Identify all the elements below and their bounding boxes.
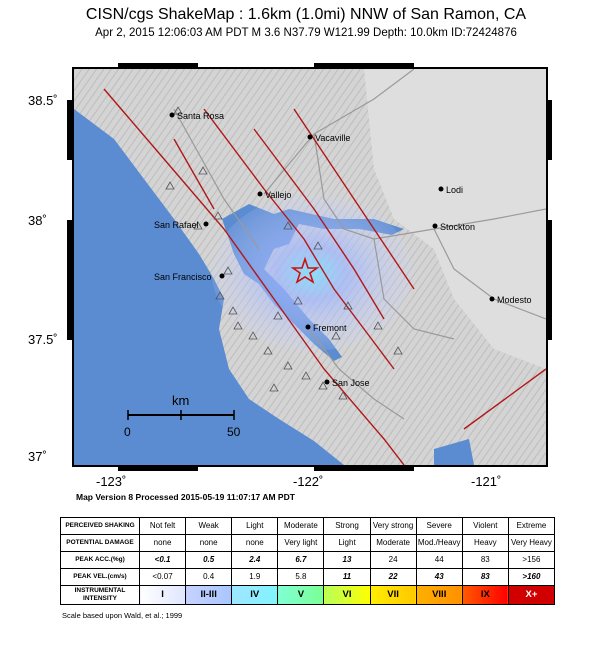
city-dot xyxy=(220,274,225,279)
legend-cell: 44 xyxy=(416,552,462,569)
lon-label-123: -123˚ xyxy=(96,474,127,489)
city-san-rafael: San Rafael xyxy=(154,220,199,230)
city-san-francisco: San Francisco xyxy=(154,272,212,282)
city-dot xyxy=(308,135,313,140)
intensity-cell: IV xyxy=(232,586,278,605)
city-fremont: Fremont xyxy=(313,323,347,333)
legend-row-damage xyxy=(61,535,555,552)
legend-cell: Strong xyxy=(324,518,370,535)
event-details: Apr 2, 2015 12:06:03 AM PDT M 3.6 N37.79 W121.99 Depth: 10.0km ID:72424876 xyxy=(95,27,517,39)
intensity-cell: X+ xyxy=(508,586,554,605)
legend-cell: Moderate xyxy=(278,518,324,535)
legend-cell: 83 xyxy=(462,552,508,569)
map-canvas xyxy=(74,69,546,465)
legend-cell: none xyxy=(232,535,278,552)
legend-cell: Very Heavy xyxy=(508,535,554,552)
city-santa-rosa: Santa Rosa xyxy=(177,111,225,121)
legend-cell: 43 xyxy=(416,569,462,586)
legend-cell: none xyxy=(186,535,232,552)
legend-row-header: INSTRUMENTAL INTENSITY xyxy=(61,586,140,605)
legend-cell: Very strong xyxy=(370,518,416,535)
legend-cell: Very light xyxy=(278,535,324,552)
legend-row-header: POTENTIAL DAMAGE xyxy=(61,535,140,552)
scale-end: 50 xyxy=(227,425,241,439)
legend-cell: 22 xyxy=(370,569,416,586)
scale-start: 0 xyxy=(124,425,131,439)
legend-cell: 1.9 xyxy=(232,569,278,586)
legend-cell: 13 xyxy=(324,552,370,569)
legend-cell: Weak xyxy=(186,518,232,535)
legend-row-header: PERCEIVED SHAKING xyxy=(61,518,140,535)
legend-row-acc xyxy=(61,552,555,569)
legend-cell: Severe xyxy=(416,518,462,535)
intensity-cell: IX xyxy=(462,586,508,605)
legend-cell: Heavy xyxy=(462,535,508,552)
legend-cell: 2.4 xyxy=(232,552,278,569)
city-dot xyxy=(258,192,263,197)
legend-cell: Light xyxy=(324,535,370,552)
legend-cell: <0.1 xyxy=(140,552,186,569)
city-vacaville: Vacaville xyxy=(315,133,351,143)
map-area[interactable] xyxy=(72,67,548,467)
legend-row-header: PEAK ACC.(%g) xyxy=(61,552,140,569)
shaking-contour xyxy=(212,195,412,351)
city-san-jose: San Jose xyxy=(332,378,370,388)
legend-cell: Light xyxy=(232,518,278,535)
legend-cell: 83 xyxy=(462,569,508,586)
legend-cell: 11 xyxy=(324,569,370,586)
city-dot xyxy=(204,222,209,227)
city-dot xyxy=(490,297,495,302)
legend-cell: >156 xyxy=(508,552,554,569)
lat-label-37: 37˚ xyxy=(28,449,47,464)
intensity-cell: VIII xyxy=(416,586,462,605)
legend-row-intensity xyxy=(61,586,555,605)
city-dot xyxy=(170,113,175,118)
legend-cell: 0.5 xyxy=(186,552,232,569)
legend-cell: Moderate xyxy=(370,535,416,552)
lon-label-121: -121˚ xyxy=(471,474,502,489)
legend-cell: Mod./Heavy xyxy=(416,535,462,552)
lon-label-122: -122˚ xyxy=(293,474,324,489)
legend-cell: Violent xyxy=(462,518,508,535)
legend-cell: 6.7 xyxy=(278,552,324,569)
city-modesto: Modesto xyxy=(497,295,532,305)
legend-row-vel xyxy=(61,569,555,586)
lat-label-38: 38˚ xyxy=(28,213,47,228)
intensity-cell: VII xyxy=(370,586,416,605)
legend-cell: none xyxy=(140,535,186,552)
intensity-cell: VI xyxy=(324,586,370,605)
intensity-cell: I xyxy=(140,586,186,605)
legend-cell: 5.8 xyxy=(278,569,324,586)
city-dot xyxy=(306,325,311,330)
map-title: CISN/cgs ShakeMap : 1.6km (1.0mi) NNW of San Ramon, CA xyxy=(85,6,527,23)
city-vallejo: Vallejo xyxy=(265,190,292,200)
city-stockton: Stockton xyxy=(440,222,476,232)
processed-info: Map Version 8 Processed 2015-05-19 11:07:17 AM PDT xyxy=(76,492,295,502)
scale-footnote: Scale based upon Wald, et al.; 1999 xyxy=(62,611,183,620)
city-lodi: Lodi xyxy=(446,185,464,195)
scale-unit: km xyxy=(172,393,190,408)
legend-cell: 24 xyxy=(370,552,416,569)
city-dot xyxy=(439,187,444,192)
lat-label-37-5: 37.5˚ xyxy=(28,332,58,347)
city-dot xyxy=(433,224,438,229)
legend-row-shaking xyxy=(61,518,555,535)
legend-cell: Not felt xyxy=(140,518,186,535)
intensity-cell: V xyxy=(278,586,324,605)
city-dot xyxy=(325,380,330,385)
legend-row-header: PEAK VEL.(cm/s) xyxy=(61,569,140,586)
legend-cell: 0.4 xyxy=(186,569,232,586)
legend-cell: >160 xyxy=(508,569,554,586)
intensity-legend xyxy=(60,517,555,605)
legend-cell: Extreme xyxy=(508,518,554,535)
lat-label-38-5: 38.5˚ xyxy=(28,93,58,108)
intensity-cell: II-III xyxy=(186,586,232,605)
legend-cell: <0.07 xyxy=(140,569,186,586)
